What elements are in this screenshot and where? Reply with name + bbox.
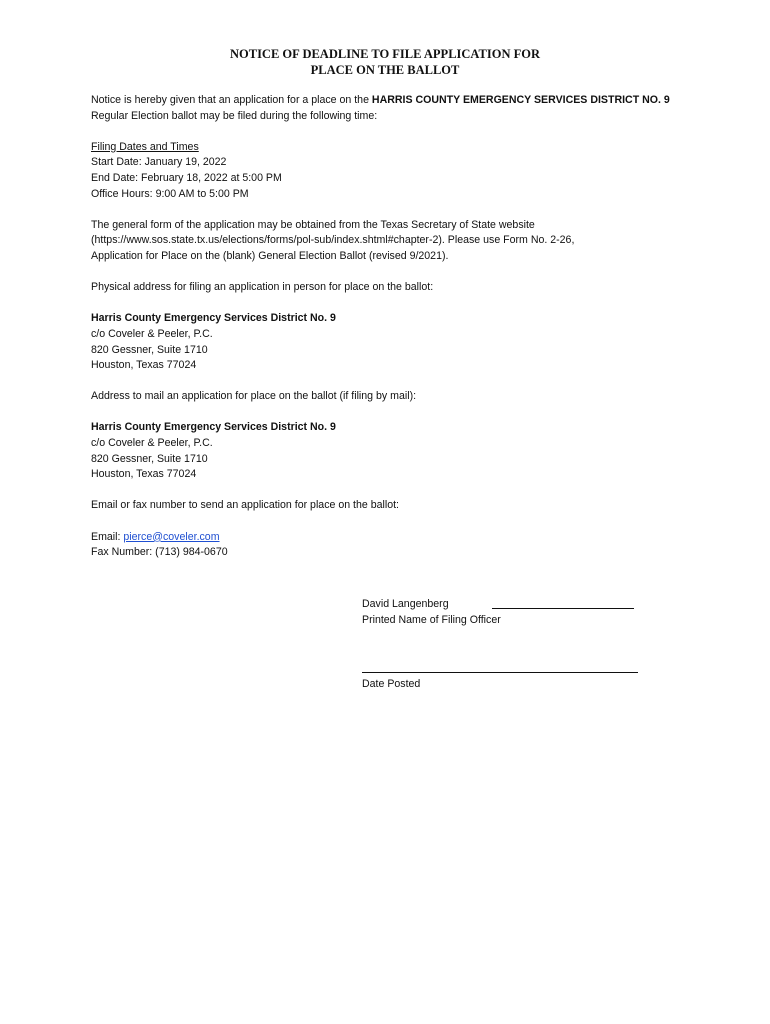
officer-name-rule — [542, 608, 634, 609]
physical-address-care-of: c/o Coveler & Peeler, P.C. — [91, 327, 213, 340]
fax-number: Fax Number: (713) 984-0670 — [91, 546, 228, 559]
physical-address-street: 820 Gessner, Suite 1710 — [91, 343, 208, 356]
notice-title — [0, 46, 770, 78]
mail-address-block — [91, 420, 681, 482]
email-label: Email: — [91, 530, 124, 543]
date-posted-caption: Date Posted — [362, 678, 421, 690]
contact-intro: Email or fax number to send an application for place on the ballot: — [91, 499, 399, 512]
email-link[interactable]: pierce@coveler.com — [123, 530, 220, 543]
officer-signature-block — [362, 596, 662, 628]
date-rule-row — [362, 660, 662, 676]
intro-text-after: Regular Election ballot may be filed during the following time: — [91, 109, 378, 122]
district-name-bold: HARRIS COUNTY EMERGENCY SERVICES DISTRICT NO. 9 — [371, 94, 670, 106]
intro-paragraph — [91, 93, 681, 124]
physical-address-block — [91, 311, 681, 373]
intro-text-before: Notice is hereby given that an application for a place on the — [91, 94, 372, 106]
general-form-line-3: Application for Place on the (blank) General Election Ballot (revised 9/2021). — [91, 249, 449, 262]
notice-body — [91, 93, 681, 576]
general-form-line-2: (https://www.sos.state.tx.us/elections/forms/pol-sub/index.shtml#chapter-2). Please use Form No. 2-26, — [91, 234, 575, 247]
filing-heading: Filing Dates and Times — [91, 140, 199, 153]
physical-address-city: Houston, Texas 77024 — [91, 359, 197, 372]
officer-name: David Langenberg — [362, 598, 449, 610]
physical-address-name: Harris County Emergency Services District No. 9 — [91, 312, 336, 325]
general-form-line-1: The general form of the application may be obtained from the Texas Secretary of State website — [91, 218, 535, 231]
email-line — [91, 530, 681, 546]
officer-name-rule-thick — [492, 608, 542, 609]
mail-address-care-of: c/o Coveler & Peeler, P.C. — [91, 437, 213, 450]
filing-start-date: Start Date: January 19, 2022 — [91, 156, 227, 169]
date-posted-rule — [362, 672, 638, 673]
title-line-2: PLACE ON THE BALLOT — [310, 63, 460, 77]
date-posted-block — [362, 660, 662, 692]
physical-address-intro: Physical address for filing an application in person for place on the ballot: — [91, 281, 434, 294]
title-line-1: NOTICE OF DEADLINE TO FILE APPLICATION FOR — [229, 47, 540, 61]
officer-caption: Printed Name of Filing Officer — [362, 614, 501, 626]
filing-dates-section — [91, 140, 681, 202]
contact-block — [91, 530, 681, 561]
mail-address-intro: Address to mail an application for place on the ballot (if filing by mail): — [91, 390, 417, 403]
general-form-paragraph — [91, 218, 681, 265]
filing-office-hours: Office Hours: 9:00 AM to 5:00 PM — [91, 187, 249, 200]
mail-address-name: Harris County Emergency Services District No. 9 — [91, 421, 336, 434]
officer-name-row — [362, 596, 662, 612]
filing-end-date: End Date: February 18, 2022 at 5:00 PM — [91, 171, 282, 184]
mail-address-city: Houston, Texas 77024 — [91, 468, 197, 481]
mail-address-street: 820 Gessner, Suite 1710 — [91, 452, 208, 465]
